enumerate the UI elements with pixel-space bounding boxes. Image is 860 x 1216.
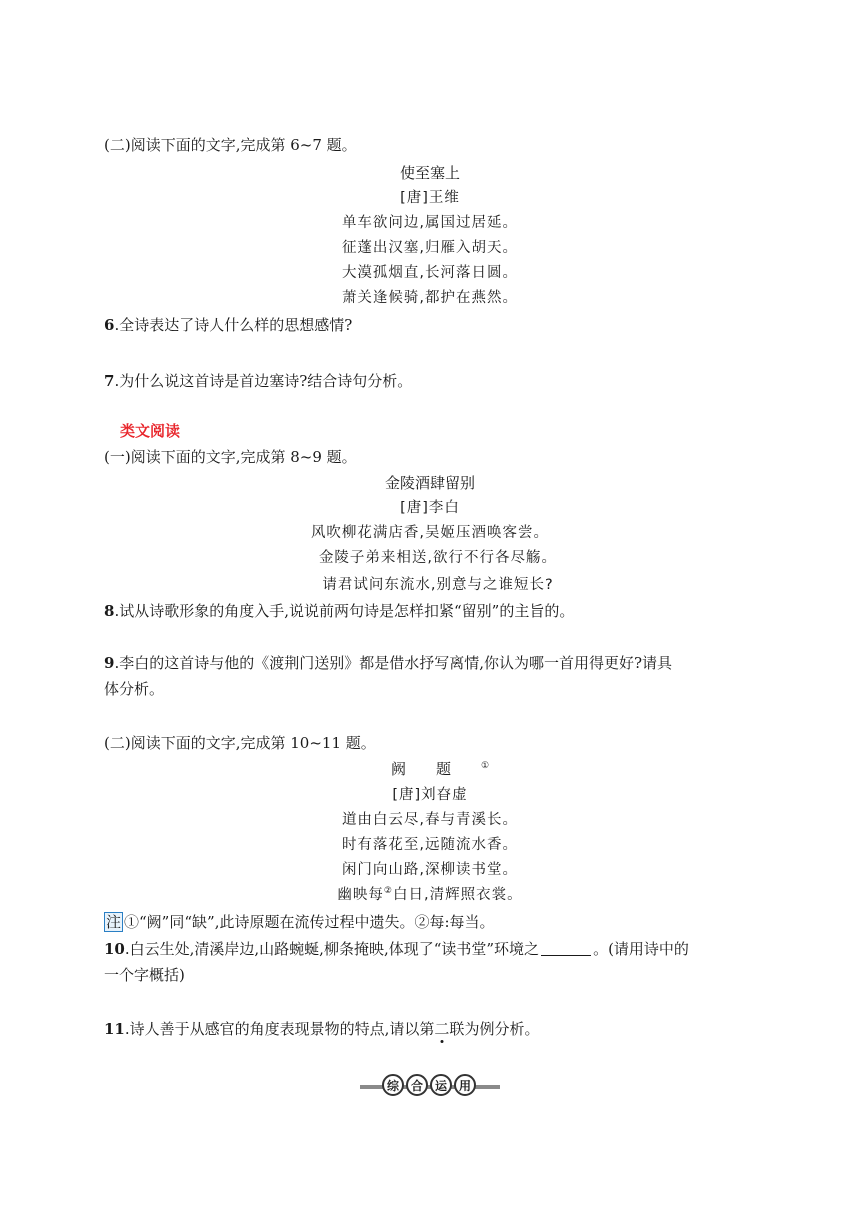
poem-author-libai: [唐]李白 [400, 500, 460, 516]
question-number: 7 [104, 372, 115, 390]
poem-title-shizhisaishang: 使至塞上 [399, 164, 460, 182]
footnote-marker: ② [383, 886, 393, 896]
question-8 [104, 600, 574, 622]
question-text: .李白的这首诗与他的《渡荆门送别》都是借水抒写离情,你认为哪一首用得更好?请具 [114, 654, 673, 672]
poem-line-part: 幽映每 [337, 887, 384, 903]
poem-author-wangwei: [唐]王维 [400, 190, 460, 206]
question-6 [104, 314, 352, 336]
poem-line: 道由白云尽,春与青溪长。 [341, 812, 519, 828]
question-text: 为例分析。 [464, 1020, 540, 1038]
banner-char: 用 [454, 1074, 476, 1096]
question-number: 10 [104, 940, 125, 958]
question-number: 11 [104, 1020, 125, 1038]
question-9-continued: 体分析。 [104, 680, 165, 698]
poem-line-part: 白日,清辉照衣裳。 [392, 887, 523, 903]
question-10-continued: 一个字概括) [104, 966, 185, 984]
note-text: ①“阙”同“缺”,此诗原题在流传过程中遗失。②每:每当。 [124, 913, 495, 931]
banner-char: 运 [430, 1074, 452, 1096]
comprehensive-use-banner [360, 1074, 500, 1096]
poem-line: 时有落花至,远随流水香。 [341, 837, 519, 853]
question-11 [104, 1018, 539, 1040]
question-7 [104, 370, 412, 392]
question-10 [104, 938, 689, 960]
banner-char: 综 [382, 1074, 404, 1096]
question-9 [104, 652, 672, 674]
poem-line [0, 884, 860, 906]
section-heading-2-6-7: (二)阅读下面的文字,完成第 6~7 题。 [104, 136, 357, 154]
poem-author-liushenxu: [唐]刘昚虚 [392, 787, 468, 803]
note-label: 注 [106, 913, 122, 931]
poem-title-jinlingjiusiliubie: 金陵酒肆留别 [384, 474, 475, 492]
poem-line: 大漠孤烟直,长河落日圆。 [341, 265, 519, 281]
poem-line: 单车欲问边,属国过居延。 [341, 215, 519, 231]
question-text: .试从诗歌形象的角度入手,说说前两句诗是怎样扣紧“留别”的主旨的。 [114, 602, 575, 620]
question-number: 6 [104, 316, 115, 334]
question-text: .白云生处,清溪岸边,山路蜿蜒,柳条掩映,体现了“读书堂”环境之 [124, 940, 540, 958]
emphasized-text-content: 第二联 [419, 1020, 465, 1038]
question-text: .诗人善于从感官的角度表现景物的特点,请以 [124, 1020, 420, 1038]
answer-blank[interactable] [541, 941, 591, 956]
poem-line: 征蓬出汉塞,归雁入胡天。 [341, 240, 519, 256]
similar-reading-title: 类文阅读 [120, 422, 181, 440]
question-text: .全诗表达了诗人什么样的思想感情? [114, 316, 353, 334]
question-text: 。(请用诗中的 [593, 940, 689, 958]
poem-line: 金陵子弟来相送,欲行不行各尽觞。 [318, 550, 558, 566]
poem-line: 闲门向山路,深柳读书堂。 [341, 862, 519, 878]
poem-line: 风吹柳花满店香,吴姬压酒唤客尝。 [310, 525, 550, 541]
poem-line: 萧关逢候骑,都护在燕然。 [341, 290, 519, 306]
banner-char: 合 [406, 1074, 428, 1096]
poem-title-text: 阙题 [390, 760, 481, 778]
poem-title-queti [10, 758, 860, 780]
question-number: 8 [104, 602, 115, 620]
poem-line: 请君试问东流水,别意与之谁短长? [322, 577, 554, 593]
question-text: .为什么说这首诗是首边塞诗?结合诗句分析。 [114, 372, 413, 390]
section-heading-2-10-11: (二)阅读下面的文字,完成第 10~11 题。 [104, 734, 376, 752]
footnote-marker: ① [480, 761, 490, 771]
banner-chars [382, 1074, 476, 1096]
section-heading-1-8-9: (一)阅读下面的文字,完成第 8~9 题。 [104, 448, 357, 466]
emphasized-text [419, 1020, 464, 1038]
poem-footnote [104, 911, 495, 933]
question-number: 9 [104, 654, 115, 672]
